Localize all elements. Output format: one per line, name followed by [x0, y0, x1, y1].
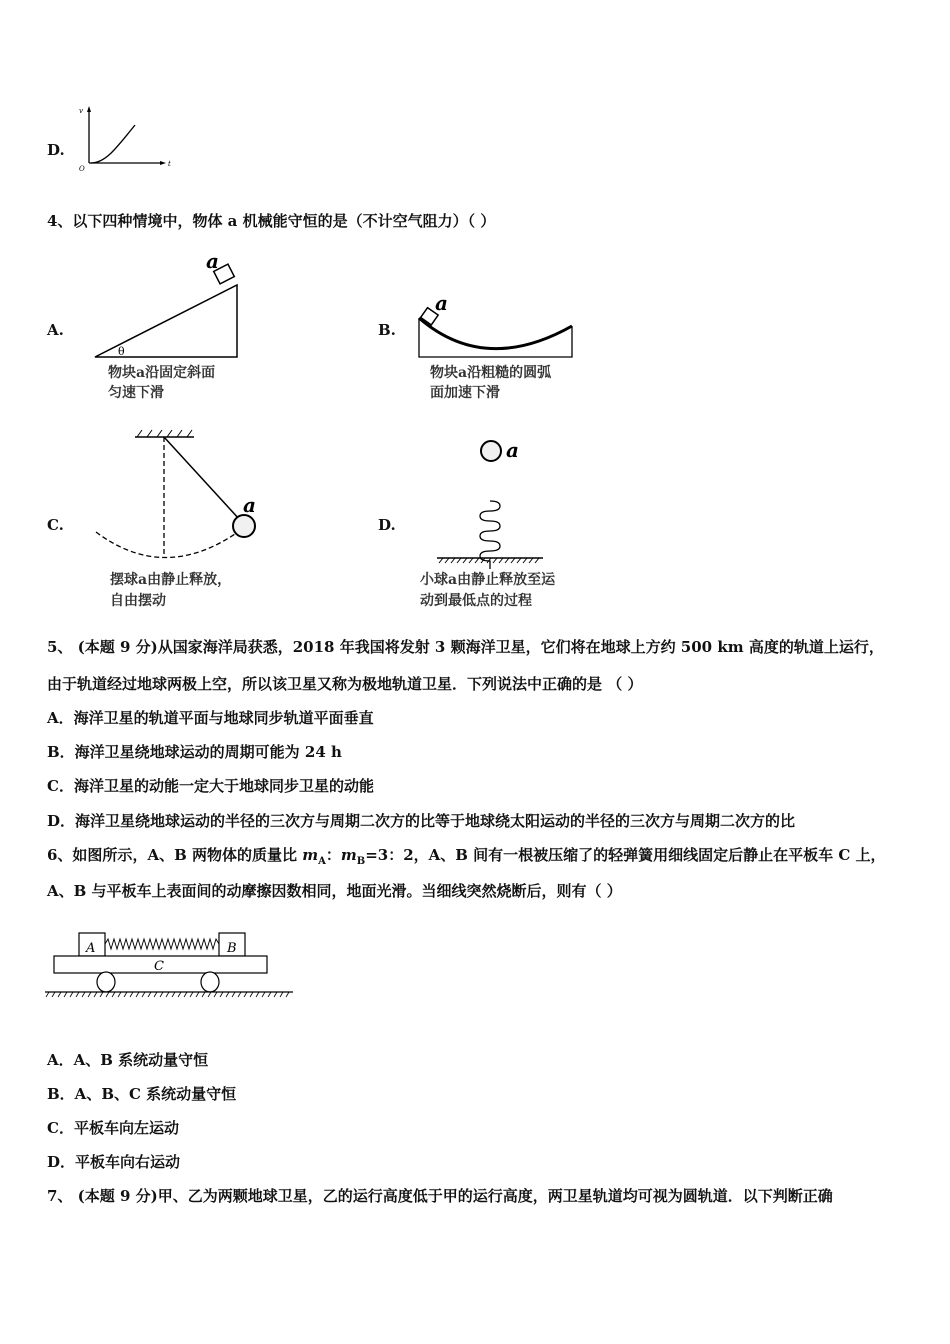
q5-stem-line1: 5、 (本题 9 分)从国家海洋局获悉，2018 年我国将发射 3 颗海洋卫星，它们将在地球上方约 500 km 高度的轨道上运行，: [47, 638, 884, 656]
q4-a-caption-2: 匀速下滑: [108, 385, 164, 401]
q6-stem-line1: [47, 845, 886, 872]
q6-stem-line2: A、B 与平板车上表面间的动摩擦因数相同，地面光滑。当细线突然烧断后，则有（ ）: [47, 882, 622, 900]
q6-option-c[interactable]: C．平板车向左运动: [47, 1119, 179, 1137]
q5-option-d[interactable]: D．海洋卫星绕地球运动的半径的三次方与周期二次方的比等于地球绕太阳运动的半径的三次方与周期二次方的比: [47, 812, 796, 830]
q6-stem-part1: 6、如图所示，A、B 两物体的质量比: [47, 846, 303, 864]
q5-option-c[interactable]: C．海洋卫星的动能一定大于地球同步卫星的动能: [47, 777, 374, 795]
mass-a-subscript: A: [318, 856, 326, 867]
ball-a-label: a: [506, 438, 519, 462]
q4-stem: 4、以下四种情境中，物体 a 机械能守恒的是（不计空气阻力）（ ）: [47, 212, 496, 230]
q4-option-c-label[interactable]: C.: [47, 516, 64, 534]
q4-b-caption-2: 面加速下滑: [430, 385, 500, 401]
q4-d-caption-2: 动到最低点的过程: [420, 593, 532, 609]
q7-stem-line1: 7、 (本题 9 分)甲、乙为两颗地球卫星，乙的运行高度低于甲的运行高度，两卫星轨道均可视为圆轨道．以下判断正确: [47, 1187, 833, 1205]
q4-c-caption-1: 摆球a由静止释放，: [110, 572, 232, 588]
q5-option-a[interactable]: A．海洋卫星的轨道平面与地球同步轨道平面垂直: [47, 709, 374, 727]
q6-option-b[interactable]: B．A、B、C 系统动量守恒: [47, 1085, 237, 1103]
block-a-label: A: [86, 941, 96, 956]
theta-label: θ: [118, 345, 125, 358]
ball-a-label: a: [243, 493, 256, 517]
q5-option-b[interactable]: B．海洋卫星绕地球运动的周期可能为 24 h: [47, 743, 342, 761]
q6-stem-part2: =3：2，A、B 间有一根被压缩了的轻弹簧用细线固定后静止在平板车 C 上，: [365, 846, 886, 864]
t-axis-label: t: [168, 160, 171, 168]
block-a-label: a: [206, 249, 219, 273]
pendulum-diagram: [90, 428, 270, 558]
block-a-label: a: [435, 291, 448, 315]
v-axis-label: v: [79, 107, 83, 115]
q4-option-b-label[interactable]: B.: [378, 321, 396, 339]
mass-b-subscript: B: [356, 856, 366, 867]
cart-spring-diagram: [44, 930, 296, 1000]
arc-diagram: [415, 290, 580, 362]
cart-c-label: C: [154, 959, 164, 974]
q6-option-d[interactable]: D．平板车向右运动: [47, 1153, 181, 1171]
mass-a-symbol: m: [302, 846, 319, 864]
ratio-separator: ：: [325, 846, 341, 864]
q4-option-d-label[interactable]: D.: [378, 516, 396, 534]
origin-label: O: [79, 165, 85, 173]
q5-stem-line2: 由于轨道经过地球两极上空，所以该卫星又称为极地轨道卫星．下列说法中正确的是 （ ）: [47, 675, 643, 693]
q4-b-caption-1: 物块a沿粗糙的圆弧: [430, 365, 552, 381]
q4-c-caption-2: 自由摆动: [110, 593, 166, 609]
q3-option-d-label: D.: [47, 141, 65, 159]
q4-d-caption-1: 小球a由静止释放至运: [420, 572, 556, 588]
q4-option-a-label[interactable]: A.: [47, 321, 64, 339]
spring-diagram: [430, 435, 550, 565]
q6-option-a[interactable]: A．A、B 系统动量守恒: [47, 1051, 209, 1069]
q4-a-caption-1: 物块a沿固定斜面: [108, 365, 216, 381]
block-b-label: B: [227, 941, 237, 956]
incline-diagram: [90, 250, 250, 362]
mass-b-symbol: m: [340, 846, 357, 864]
vt-graph: [75, 105, 175, 175]
